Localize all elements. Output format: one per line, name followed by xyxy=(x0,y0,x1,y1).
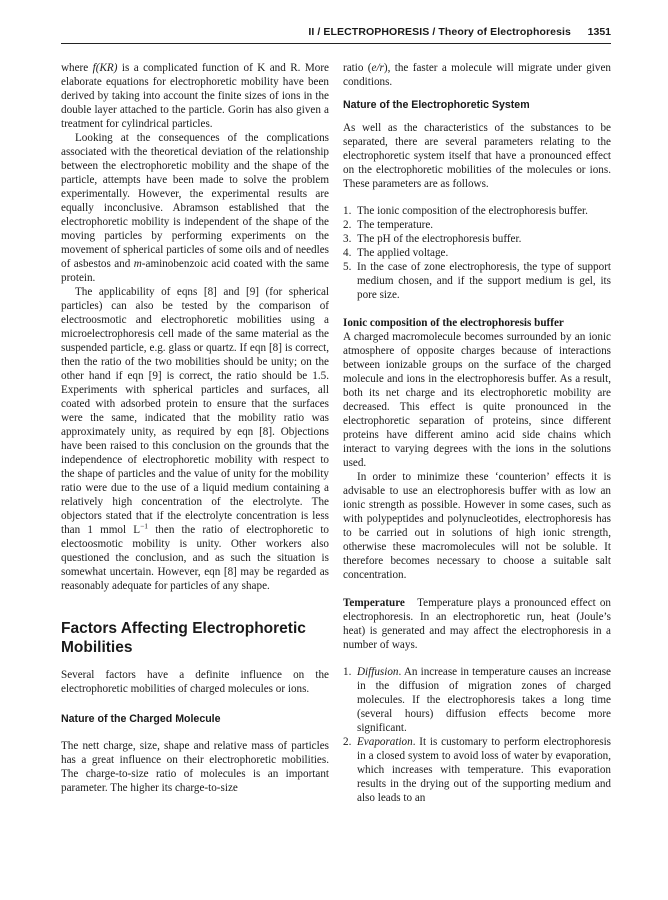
parameter-list xyxy=(343,204,611,302)
paragraph: Several factors have a definite influence on the electrophoretic mobilities of charged molecules or ions. xyxy=(61,669,329,695)
subheading: Nature of the Electrophoretic System xyxy=(343,99,530,111)
paragraph: where f(KR) is a complicated function of K and R. More elaborate equations for electrophoretic mobility have been derived by taking into account the finite sizes of ions in the double layer attached to the particle. Gorin has also given a treatment for cylindrical particles. xyxy=(61,62,329,130)
paragraph: A charged macromolecule becomes surrounded by an ionic atmosphere of opposite charges because of interactions between ionizable groups on the surface of the charged molecule and ions in the electrophoresis buffer. As a result, both its net charge and its electrophoretic mobility are decreased. This effect is quite pronounced in the electrophoretic separation of proteins, since different proteins have different amino acid side chains which interact to varying degrees with the ions in the solutions used. xyxy=(343,331,611,469)
page-number: 1351 xyxy=(587,26,611,38)
running-header xyxy=(61,25,611,44)
list-item: 1. Diffusion. An increase in temperature causes an increase in the diffusion of migration zones of charged molecules. If the electrophoresis takes a long time (several hours) diffusion effects become more significant. xyxy=(343,666,611,734)
right-column xyxy=(343,61,611,805)
list-item: 4. The applied voltage. xyxy=(343,247,449,259)
paragraph: In order to minimize these ‘counterion’ effects it is advisable to use an electrophoresis buffer with as low an ionic strength as possible. However in some cases, such as with polypeptides and polynucleotides, electrophoresis has to be carried out in solutions of high ionic strength, otherwise these macromolecules will not be soluble. It therefore becomes necessary to choose a suitable salt concentration. xyxy=(343,471,611,581)
paragraph: Looking at the consequences of the complications associated with the theoretical deviation of the relationship between the electrophoretic mobility and the shape of the particle, attempts have been made to solve the problem experimentally. However, the experimental results are equally inconclusive. Abramson established that the electrophoretic mobility is independent of the shape of the moving particles by performing experiments on the movement of spherical particles of some oils and of needles of asbestos and m-aminobenzoic acid coated with the same protein. xyxy=(61,132,329,284)
list-item: 2. The temperature. xyxy=(343,219,434,231)
list-item: 2. Evaporation. It is customary to perform electrophoresis in a closed system to avoid loss of water by evaporation, which increases with temperature. This evaporation results in the drying out of the supporting medium and also leads to an xyxy=(343,736,611,804)
list-item: 5. In the case of zone electrophoresis, the type of support medium chosen, and if the support medium is gel, its pore size. xyxy=(343,261,611,301)
temperature-effects-list xyxy=(343,665,611,805)
paragraph: As well as the characteristics of the substances to be separated, there are several parameters relating to the electrophoretic system itself that have a pronounced effect on the electrophoretic mobilities of the molecules or ions. These parameters are as follows. xyxy=(343,122,611,190)
running-title: II / ELECTROPHORESIS / Theory of Electrophoresis xyxy=(308,26,571,38)
list-item: 3. The pH of the electrophoresis buffer. xyxy=(343,233,522,245)
subheading: Nature of the Charged Molecule xyxy=(61,713,221,725)
list-item: 1. The ionic composition of the electrophoresis buffer. xyxy=(343,205,588,217)
paragraph: ratio (e/r), the faster a molecule will migrate under given conditions. xyxy=(343,62,611,88)
run-in-heading: Ionic composition of the electrophoresis buffer xyxy=(343,317,564,329)
paragraph: Temperature Temperature plays a pronounced effect on electrophoresis. In an electrophoretic run, heat (Joule’s heat) is generated and may affect the electrophoresis in a number of ways. xyxy=(343,597,611,651)
section-heading: Factors Affecting Electrophoretic Mobilities xyxy=(61,620,306,656)
paragraph: The nett charge, size, shape and relative mass of particles has a great influence on their electrophoretic mobilities. The charge-to-size ratio of molecules is an important parameter. The higher its charge-to-size xyxy=(61,740,329,794)
run-in-heading: Temperature xyxy=(343,597,405,609)
paragraph: The applicability of eqns [8] and [9] (for spherical particles) can also be tested by the comparison of electroosmotic and electrophoretic mobilities using a microelectrophoresis cell made of the same material as the suspended particle, e.g. glass or quartz. If eqn [8] is correct, then the ratio of the two mobilities should be unity; on the other hand if eqn [9] is correct, the ratio should be 1.5. Experiments with spherical particles and surfaces, all coated with adsorbed protein to ensure that the surfaces were the same, indicated that the mobility ratio was approximately unity, as required by eqn [8]. Objections have been raised to this conclusion on the grounds that the independence of electrophoretic mobility with respect to the shape of particles and the value of unity for the mobility ratio were due to the use of a liquid medium containing a relatively high concentration of the electrolyte. The objectors stated that if the electrolyte concentration is less than 1 mmol $L^{-1}$ then the ratio of electrophoretic to electoosmotic mobility is unity. Other workers also questioned the conclusion, and as such the situation is somewhat uncertain. However, eqn [8] may be regarded as reasonably adequate for particles of any shape. xyxy=(61,286,329,592)
left-column xyxy=(61,61,329,795)
